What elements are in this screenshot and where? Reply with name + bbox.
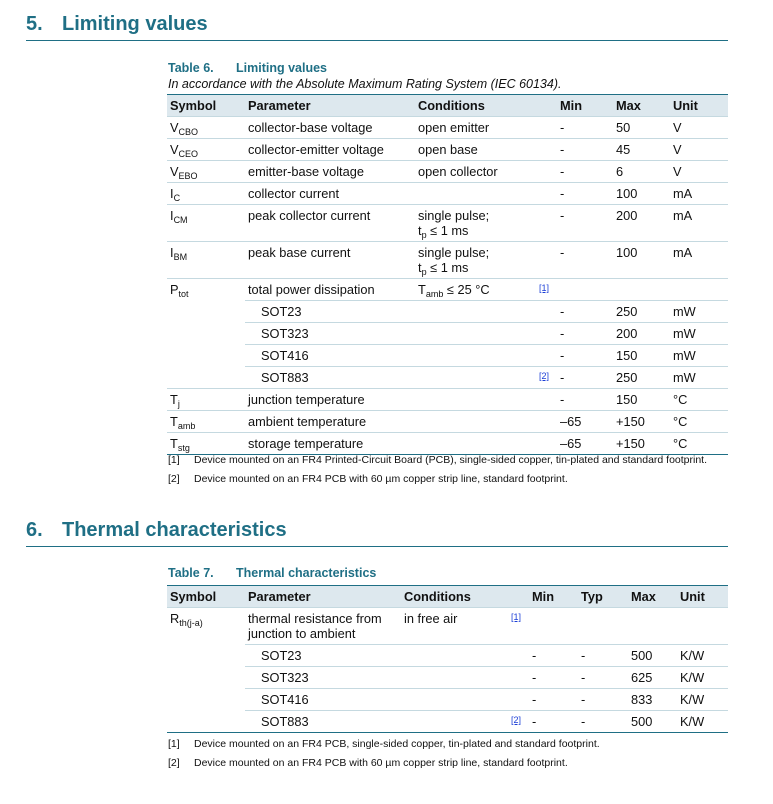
conditions-cell — [415, 301, 557, 323]
min-cell: - — [529, 645, 578, 667]
symbol-subscript: th(j-a) — [179, 618, 203, 628]
table-row — [167, 667, 728, 689]
symbol-cell — [167, 323, 245, 345]
symbol-subscript: C — [173, 193, 181, 203]
condition: single pulse; — [418, 208, 490, 223]
symbol-cell — [167, 389, 245, 411]
table-row — [167, 411, 728, 433]
max-cell: 150 — [613, 345, 670, 367]
parameter-cell: junction temperature — [245, 389, 415, 411]
column-header: Parameter — [245, 95, 415, 117]
column-header: Symbol — [167, 586, 245, 608]
symbol-subscript: tot — [178, 289, 189, 299]
footnote-link[interactable]: [1] — [538, 283, 549, 293]
max-cell: 625 — [628, 667, 677, 689]
condition: in free air — [404, 611, 458, 626]
conditions-cell — [401, 667, 529, 689]
footnote-link[interactable]: [2] — [510, 715, 521, 725]
symbol: T — [170, 414, 178, 429]
parameter-cell: total power dissipation — [245, 279, 415, 301]
table-row — [167, 711, 728, 733]
conditions-cell — [415, 117, 557, 139]
symbol: I — [170, 245, 174, 260]
min-cell: - — [557, 161, 613, 183]
footnote-ref: [2] — [168, 473, 180, 485]
header-row — [167, 586, 728, 608]
parameter-cell: SOT23 — [245, 645, 401, 667]
table-row — [167, 301, 728, 323]
max-cell: 45 — [613, 139, 670, 161]
column-header: Unit — [677, 586, 728, 608]
min-cell — [557, 279, 613, 301]
parameter-cell: ambient temperature — [245, 411, 415, 433]
symbol: V — [170, 120, 179, 135]
unit-cell — [670, 279, 728, 301]
table6-subtitle: In accordance with the Absolute Maximum Rating System (IEC 60134). — [168, 77, 562, 91]
table-row — [167, 323, 728, 345]
max-cell: 500 — [628, 711, 677, 733]
max-cell — [628, 608, 677, 645]
unit-cell: V — [670, 139, 728, 161]
conditions-cell — [415, 161, 557, 183]
symbol: R — [170, 611, 180, 626]
max-cell: 100 — [613, 242, 670, 279]
parameter-cell: emitter-base voltage — [245, 161, 415, 183]
min-cell: –65 — [557, 411, 613, 433]
max-cell: 250 — [613, 301, 670, 323]
symbol-subscript: CBO — [178, 127, 199, 137]
symbol-cell — [167, 433, 245, 455]
symbol: T — [170, 392, 178, 407]
condition-subscript: amb — [425, 289, 444, 299]
symbol-cell — [167, 367, 245, 389]
min-cell: - — [557, 345, 613, 367]
symbol: I — [170, 186, 174, 201]
footnote-text: Device mounted on an FR4 Printed-Circuit Board (PCB), single-sided copper, tin-plated and standard footprint. — [194, 454, 708, 466]
symbol-cell — [167, 161, 245, 183]
conditions-cell — [415, 345, 557, 367]
footnote-ref: [1] — [168, 738, 180, 750]
section-heading-limiting-values: 5. Limiting values — [26, 13, 728, 41]
min-cell: - — [529, 711, 578, 733]
condition: t — [418, 223, 422, 238]
footnote — [168, 757, 708, 770]
table-row — [167, 645, 728, 667]
symbol-cell — [167, 667, 245, 689]
typ-cell: - — [578, 645, 628, 667]
footnote-ref: [1] — [168, 454, 180, 466]
condition: ≤ 1 ms — [426, 223, 469, 238]
symbol-cell — [167, 411, 245, 433]
unit-cell — [677, 608, 728, 645]
symbol-subscript: j — [177, 399, 180, 409]
symbol-cell — [167, 205, 245, 242]
conditions-cell — [415, 323, 557, 345]
condition-subscript: p — [421, 267, 427, 277]
unit-cell: V — [670, 117, 728, 139]
symbol-cell — [167, 689, 245, 711]
table7-caption: Table 7. Thermal characteristics — [168, 566, 377, 580]
table-row — [167, 608, 728, 645]
symbol-cell — [167, 183, 245, 205]
symbol-subscript: stg — [177, 443, 190, 453]
unit-cell: °C — [670, 433, 728, 455]
condition: open base — [418, 142, 478, 157]
conditions-cell — [401, 689, 529, 711]
symbol-subscript: amb — [177, 421, 196, 431]
condition: t — [418, 260, 422, 275]
symbol-cell — [167, 645, 245, 667]
symbol-cell — [167, 139, 245, 161]
table-row — [167, 279, 728, 301]
max-cell: 200 — [613, 323, 670, 345]
header-row — [167, 95, 728, 117]
max-cell: 150 — [613, 389, 670, 411]
max-cell — [613, 279, 670, 301]
symbol: P — [170, 282, 179, 297]
symbol-subscript: CEO — [178, 149, 199, 159]
unit-cell: V — [670, 161, 728, 183]
table-row — [167, 433, 728, 455]
unit-cell: mA — [670, 183, 728, 205]
min-cell: - — [557, 183, 613, 205]
table-row — [167, 367, 728, 389]
unit-cell: K/W — [677, 645, 728, 667]
symbol-cell — [167, 301, 245, 323]
typ-cell: - — [578, 667, 628, 689]
column-header: Max — [613, 95, 670, 117]
max-cell: 100 — [613, 183, 670, 205]
unit-cell: K/W — [677, 711, 728, 733]
condition: ≤ 1 ms — [426, 260, 469, 275]
max-cell: 833 — [628, 689, 677, 711]
symbol: V — [170, 164, 179, 179]
thermal-characteristics-table — [167, 585, 728, 733]
min-cell: –65 — [557, 433, 613, 455]
max-cell: +150 — [613, 433, 670, 455]
table-row — [167, 242, 728, 279]
max-cell: +150 — [613, 411, 670, 433]
table-row — [167, 345, 728, 367]
footnote — [168, 473, 708, 486]
parameter-cell: collector-emitter voltage — [245, 139, 415, 161]
typ-cell: - — [578, 689, 628, 711]
column-header: Min — [557, 95, 613, 117]
symbol: T — [170, 436, 178, 451]
parameter-cell: SOT23 — [245, 301, 415, 323]
condition: open collector — [418, 164, 498, 179]
conditions-cell — [415, 242, 557, 279]
symbol: V — [170, 142, 179, 157]
condition: T — [418, 282, 426, 297]
column-header: Conditions — [401, 586, 529, 608]
symbol-cell — [167, 117, 245, 139]
conditions-cell — [415, 389, 557, 411]
parameter-cell: peak base current — [245, 242, 415, 279]
section-heading-thermal: 6. Thermal characteristics — [26, 519, 728, 547]
symbol-subscript: CM — [173, 215, 188, 225]
symbol-cell — [167, 242, 245, 279]
unit-cell: K/W — [677, 689, 728, 711]
parameter-cell: SOT416 — [245, 345, 415, 367]
conditions-cell — [401, 645, 529, 667]
symbol-subscript: EBO — [178, 171, 198, 181]
conditions-cell — [415, 183, 557, 205]
conditions-cell — [415, 205, 557, 242]
table-row — [167, 389, 728, 411]
parameter-cell: SOT323 — [245, 667, 401, 689]
conditions-cell — [415, 367, 557, 389]
unit-cell: mA — [670, 242, 728, 279]
min-cell: - — [557, 205, 613, 242]
symbol-cell — [167, 711, 245, 733]
footnote — [168, 738, 708, 751]
column-header: Parameter — [245, 586, 401, 608]
max-cell: 50 — [613, 117, 670, 139]
table-row — [167, 689, 728, 711]
conditions-cell — [415, 433, 557, 455]
parameter-cell: collector-base voltage — [245, 117, 415, 139]
typ-cell — [578, 608, 628, 645]
min-cell: - — [557, 389, 613, 411]
min-cell: - — [557, 301, 613, 323]
column-header: Conditions — [415, 95, 557, 117]
condition-subscript: p — [421, 230, 427, 240]
table-row — [167, 117, 728, 139]
parameter-cell: thermal resistance from junction to ambient — [245, 608, 401, 645]
footnote-text: Device mounted on an FR4 PCB with 60 µm copper strip line, standard footprint. — [194, 757, 568, 769]
column-header: Unit — [670, 95, 728, 117]
footnote-link[interactable]: [2] — [538, 371, 549, 381]
min-cell: - — [557, 323, 613, 345]
symbol-cell — [167, 345, 245, 367]
condition: open emitter — [418, 120, 490, 135]
symbol-cell — [167, 279, 245, 301]
unit-cell: mW — [670, 367, 728, 389]
min-cell: - — [557, 367, 613, 389]
min-cell: - — [557, 117, 613, 139]
parameter-cell: collector current — [245, 183, 415, 205]
parameter-cell: peak collector current — [245, 205, 415, 242]
min-cell: - — [529, 689, 578, 711]
max-cell: 6 — [613, 161, 670, 183]
footnote — [168, 454, 708, 467]
unit-cell: °C — [670, 389, 728, 411]
unit-cell: °C — [670, 411, 728, 433]
table-row — [167, 139, 728, 161]
max-cell: 250 — [613, 367, 670, 389]
table-row — [167, 161, 728, 183]
table7-notes — [168, 738, 708, 776]
parameter-cell: SOT883 — [245, 711, 401, 733]
parameter-cell: storage temperature — [245, 433, 415, 455]
max-cell: 500 — [628, 645, 677, 667]
min-cell: - — [529, 667, 578, 689]
conditions-cell — [401, 608, 529, 645]
column-header: Typ — [578, 586, 628, 608]
max-cell: 200 — [613, 205, 670, 242]
symbol-subscript: BM — [173, 252, 188, 262]
symbol-cell — [167, 608, 245, 645]
table6-notes — [168, 454, 708, 492]
min-cell: - — [557, 139, 613, 161]
column-header: Min — [529, 586, 578, 608]
unit-cell: K/W — [677, 667, 728, 689]
unit-cell: mW — [670, 301, 728, 323]
table-row — [167, 183, 728, 205]
symbol: I — [170, 208, 174, 223]
column-header: Max — [628, 586, 677, 608]
footnote-ref: [2] — [168, 757, 180, 769]
table-row — [167, 205, 728, 242]
column-header: Symbol — [167, 95, 245, 117]
unit-cell: mA — [670, 205, 728, 242]
conditions-cell — [401, 711, 529, 733]
min-cell: - — [557, 242, 613, 279]
parameter-cell: SOT323 — [245, 323, 415, 345]
condition: single pulse; — [418, 245, 490, 260]
conditions-cell — [415, 411, 557, 433]
conditions-cell — [415, 139, 557, 161]
table6-caption: Table 6. Limiting values — [168, 61, 327, 75]
min-cell — [529, 608, 578, 645]
conditions-cell — [415, 279, 557, 301]
parameter-cell: SOT883 — [245, 367, 415, 389]
limiting-values-table — [167, 94, 728, 455]
unit-cell: mW — [670, 345, 728, 367]
parameter-cell: SOT416 — [245, 689, 401, 711]
condition: ≤ 25 °C — [443, 282, 490, 297]
footnote-text: Device mounted on an FR4 PCB, single-sided copper, tin-plated and standard footprint. — [194, 738, 600, 750]
footnote-link[interactable]: [1] — [510, 612, 521, 622]
typ-cell: - — [578, 711, 628, 733]
footnote-text: Device mounted on an FR4 PCB with 60 µm copper strip line, standard footprint. — [194, 473, 568, 485]
unit-cell: mW — [670, 323, 728, 345]
